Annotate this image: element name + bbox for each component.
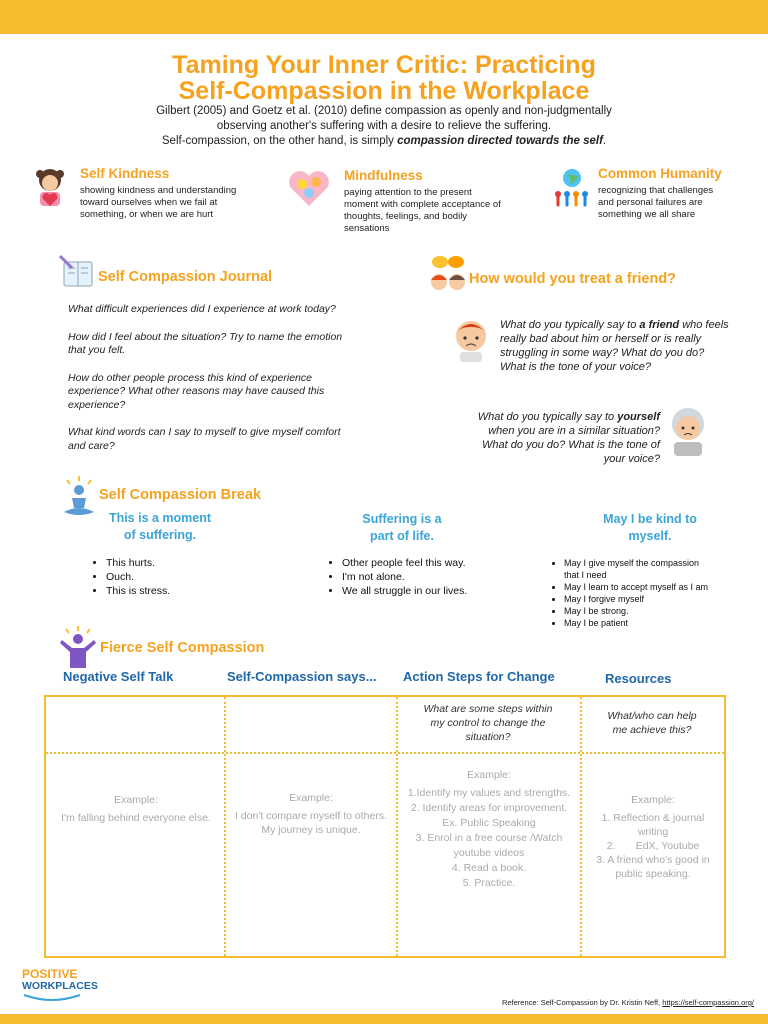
sad-elder-icon	[666, 404, 710, 458]
positive-workplaces-logo: POSITIVE WORKPLACES	[22, 968, 98, 1004]
list-item: • May I learn to accept myself as I am	[564, 581, 738, 593]
example-compassion[interactable]: Example: I don't compare myself to others. My journey is unique.	[235, 792, 387, 836]
top-banner	[0, 0, 768, 34]
resources-prompt: What/who can help me achieve this?	[607, 710, 697, 736]
fierce-heading: Fierce Self Compassion	[100, 640, 265, 656]
list-item: • Ouch.	[106, 570, 240, 584]
col-header-resources: Resources	[605, 671, 672, 686]
list-item: • We all struggle in our lives.	[342, 584, 516, 598]
mindfulness-heart-icon	[288, 168, 330, 208]
break-col-heading-3: May I be kind to myself.	[603, 512, 697, 543]
list-item: • May I forgive myself	[564, 593, 738, 605]
break-heading: Self Compassion Break	[99, 487, 261, 503]
list-item: • I'm not alone.	[342, 570, 516, 584]
example-action[interactable]: Example: 1.Identify my values and strengths. 2. Identify areas for improvement. Ex. Public Speaking 3. Enrol in a free course /Watch youtube videos 4. Read a book. 5. Practice.	[407, 769, 571, 889]
pillar-common-humanity: Common Humanity recognizing that challenges and personal failures are something we all share	[598, 166, 722, 220]
example-negative[interactable]: Example: I'm falling behind everyone else.	[61, 794, 211, 824]
col-header-negative: Negative Self Talk	[63, 669, 174, 684]
journal-questions	[68, 303, 348, 467]
journal-question: What difficult experiences did I experience at work today?	[68, 303, 336, 315]
break-list-1	[90, 556, 240, 598]
bottom-banner	[0, 1014, 768, 1024]
list-item: • May I give myself the compassion that I need	[564, 557, 714, 581]
journal-question: What kind words can I say to myself to give myself comfort and care?	[68, 426, 341, 452]
pillar-mindfulness: Mindfulness paying attention to the present moment with complete acceptance of thoughts, feelings, and bodily sensations	[344, 168, 501, 234]
journal-heading: Self Compassion Journal	[98, 269, 273, 285]
meditation-icon	[62, 476, 96, 518]
list-item: • May I be patient	[564, 617, 738, 629]
sad-man-icon	[450, 316, 492, 362]
break-col-heading-1: This is a moment of suffering.	[108, 511, 212, 542]
pillar-self-kindness: Self Kindness showing kindness and understanding toward ourselves when we fail at something, or when we are hurt	[80, 166, 237, 220]
reference-link[interactable]: https://self-compassion.org/	[662, 998, 754, 1007]
globe-people-icon	[552, 168, 592, 210]
fierce-table	[44, 695, 726, 958]
col-header-action: Action Steps for Change	[403, 669, 555, 684]
list-item: • This hurts.	[106, 556, 240, 570]
list-item: • Other people feel this way.	[342, 556, 516, 570]
girl-heart-icon	[30, 166, 70, 210]
page-title: Taming Your Inner Critic: Practicing Self-Compassion in the Workplace	[172, 51, 596, 105]
friend-heading: How would you treat a friend?	[469, 271, 677, 287]
break-col-heading-2: Suffering is a part of life.	[362, 512, 442, 543]
example-resources[interactable]: Example: 1. Reflection & journal writing 2. EdX, Youtube 3. A friend who's good in public speaking.	[596, 794, 710, 880]
self-question: What do you typically say to yourself when you are in a similar situation? What do you do? What is the tone of your voice?	[477, 411, 660, 465]
col-header-compassion: Self-Compassion says...	[227, 669, 377, 684]
journal-icon	[58, 254, 96, 288]
friends-talking-icon	[428, 254, 468, 294]
journal-question: How do other people process this kind of experience experience? What other reasons may have caused this experience?	[68, 371, 325, 411]
strong-person-icon	[60, 626, 96, 668]
intro-text: Gilbert (2005) and Goetz et al. (2010) define compassion as openly and non-judgmentally observing another's suffering with a desire to relieve the suffering. Self-compassion, on the other hand, is simply compassion directed towards the self.	[156, 105, 612, 147]
reference-text: Reference: Self-Compassion by Dr. Kristin Neff, https://self-compassion.org/	[501, 998, 754, 1007]
smile-arc-icon	[22, 994, 82, 1002]
break-list-3	[548, 557, 738, 629]
journal-question: How did I feel about the situation? Try to name the emotion that you felt.	[68, 330, 343, 356]
friend-question: What do you typically say to a friend who feels really bad about him or herself or is really struggling in some way? What do you do? What is the tone of your voice?	[500, 319, 729, 373]
break-list-2	[326, 556, 516, 598]
list-item: • This is stress.	[106, 584, 240, 598]
action-prompt: What are some steps within my control to change the situation?	[423, 703, 553, 743]
list-item: • May I be strong.	[564, 605, 738, 617]
